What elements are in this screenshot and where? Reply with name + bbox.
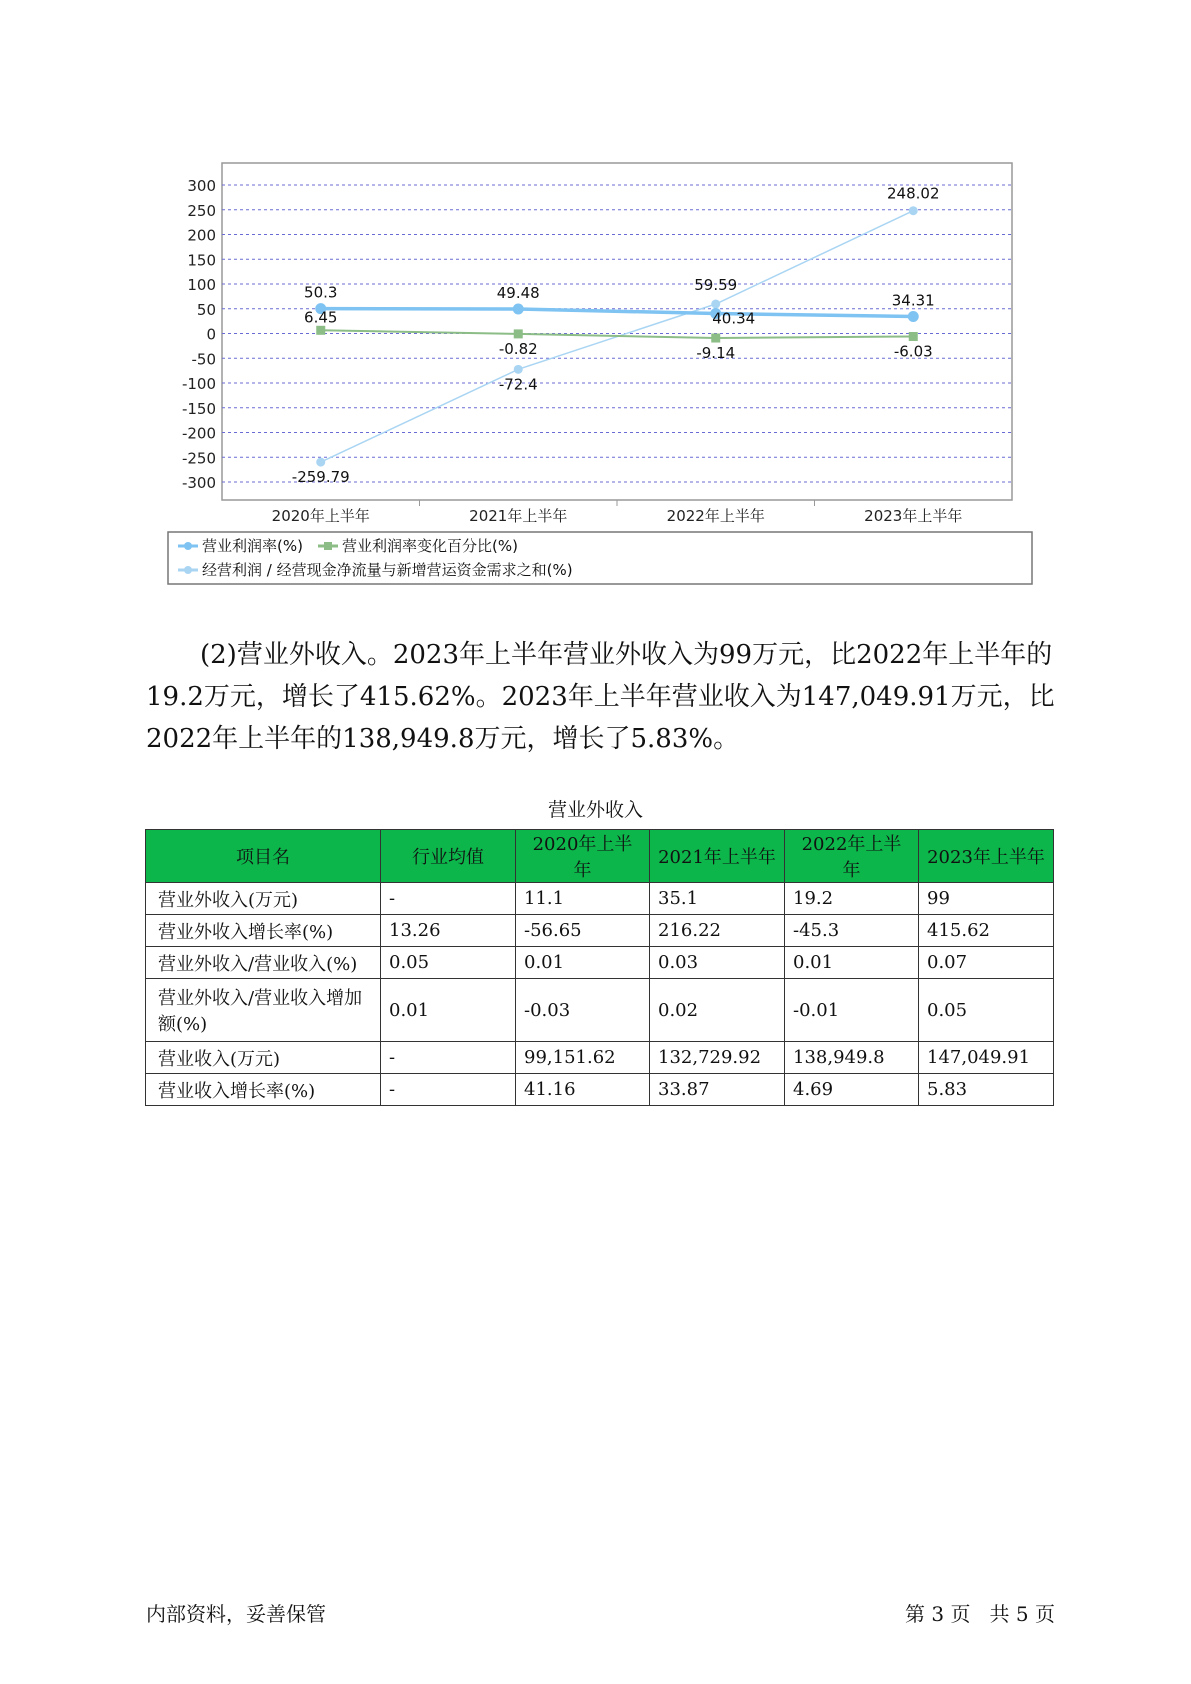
- table-cell: 0.01: [516, 947, 650, 979]
- table-row: [146, 947, 1054, 979]
- row-label: 营业收入增长率(%): [146, 1074, 381, 1106]
- table-cell: 0.05: [919, 979, 1054, 1042]
- table-row: [146, 883, 1054, 915]
- table-cell: 0.01: [785, 947, 919, 979]
- table-cell: -: [381, 883, 516, 915]
- data-label: -259.79: [291, 468, 350, 487]
- table-cell: 0.03: [650, 947, 785, 979]
- x-tick-label: 2023年上半年: [864, 507, 963, 525]
- table-cell: 0.01: [381, 979, 516, 1042]
- y-tick-label: -150: [181, 399, 216, 418]
- table-cell: 13.26: [381, 915, 516, 947]
- data-point: [908, 311, 919, 322]
- table-cell: 5.83: [919, 1074, 1054, 1106]
- table-cell: 216.22: [650, 915, 785, 947]
- table-cell: -0.01: [785, 979, 919, 1042]
- legend-label: 营业利润率(%): [202, 537, 303, 555]
- table-cell: 35.1: [650, 883, 785, 915]
- table-cell: 0.05: [381, 947, 516, 979]
- data-label: 6.45: [304, 308, 338, 327]
- y-tick-label: 300: [187, 177, 216, 195]
- y-tick-label: -300: [181, 474, 216, 492]
- body-paragraph: (2)营业外收入。2023年上半年营业外收入为99万元，比2022年上半年的19.2万元，增长了415.62%。2023年上半年营业收入为147,049.91万元，比2022年上半年的138,949.8万元，增长了5.83%。: [146, 640, 1055, 754]
- table-row: [146, 1074, 1054, 1106]
- data-label: 50.3: [304, 283, 338, 302]
- data-label: -72.4: [498, 375, 538, 394]
- x-tick-label: 2022年上半年: [666, 507, 765, 525]
- y-tick-label: 50: [196, 300, 216, 319]
- table-cell: -0.03: [516, 979, 650, 1042]
- row-label: 营业外收入(万元): [146, 883, 381, 915]
- table-row: [146, 1042, 1054, 1074]
- y-tick-label: -200: [181, 424, 216, 443]
- legend-swatch-marker: [324, 542, 332, 550]
- table-cell: 19.2: [785, 883, 919, 915]
- data-label: 248.02: [887, 184, 940, 203]
- table-cell: 415.62: [919, 915, 1054, 947]
- table-cell: 99: [919, 883, 1054, 915]
- data-label: 49.48: [496, 284, 540, 303]
- line-chart: [0, 0, 1191, 600]
- header-industry-average: 行业均值: [381, 830, 516, 883]
- data-point: [909, 206, 918, 215]
- table-row: [146, 915, 1054, 947]
- table-cell: 132,729.92: [650, 1042, 785, 1074]
- header-2021h1: 2021年上半年: [650, 830, 785, 883]
- table-cell: 138,949.8: [785, 1042, 919, 1074]
- header-2020h1: 2020年上半年: [516, 830, 650, 883]
- table-cell: -: [381, 1074, 516, 1106]
- y-tick-label: 200: [187, 226, 216, 245]
- footer-page-number: 第 3 页 共 5 页: [905, 1602, 1055, 1626]
- data-label: -0.82: [498, 339, 538, 358]
- y-tick-label: -250: [181, 449, 216, 468]
- data-label: -9.14: [696, 344, 736, 363]
- data-point: [514, 329, 523, 338]
- table-cell: 11.1: [516, 883, 650, 915]
- x-tick-label: 2020年上半年: [271, 507, 370, 525]
- table-cell: 147,049.91: [919, 1042, 1054, 1074]
- table-caption: 营业外收入: [547, 799, 643, 821]
- data-label: -6.03: [893, 342, 933, 361]
- footer-confidential-note: 内部资料，妥善保管: [146, 1602, 326, 1626]
- data-point: [514, 365, 523, 374]
- legend-label: 营业利润率变化百分比(%): [342, 537, 518, 555]
- data-label: 59.59: [694, 276, 738, 295]
- row-label: 营业外收入/营业收入增加额(%): [146, 979, 381, 1042]
- table-cell: 0.07: [919, 947, 1054, 979]
- data-point: [316, 458, 325, 467]
- chart-svg: [0, 0, 1191, 600]
- y-tick-label: 250: [187, 201, 216, 220]
- y-tick-label: 0: [206, 325, 216, 344]
- header-2022h1: 2022年上半年: [785, 830, 919, 883]
- table-cell: -56.65: [516, 915, 650, 947]
- header-2023h1: 2023年上半年: [919, 830, 1054, 883]
- table-row: [146, 979, 1054, 1042]
- row-label: 营业收入(万元): [146, 1042, 381, 1074]
- data-point: [711, 334, 720, 343]
- y-tick-label: -100: [181, 375, 216, 393]
- y-tick-label: -50: [191, 350, 216, 369]
- table-header-row: [146, 830, 1054, 883]
- table-cell: 4.69: [785, 1074, 919, 1106]
- data-point: [513, 304, 524, 315]
- row-label: 营业外收入增长率(%): [146, 915, 381, 947]
- legend-swatch-marker: [184, 542, 192, 550]
- table-cell: 41.16: [516, 1074, 650, 1106]
- row-label: 营业外收入/营业收入(%): [146, 947, 381, 979]
- table-cell: 0.02: [650, 979, 785, 1042]
- table-cell: 99,151.62: [516, 1042, 650, 1074]
- legend-swatch-marker: [184, 566, 192, 574]
- table-cell: -: [381, 1042, 516, 1074]
- y-tick-label: 100: [187, 276, 216, 294]
- table-cell: -45.3: [785, 915, 919, 947]
- income-table: [145, 829, 1054, 1106]
- x-tick-label: 2021年上半年: [469, 507, 568, 525]
- data-point: [316, 326, 325, 335]
- data-label: 34.31: [891, 291, 935, 310]
- header-item-name: 项目名: [146, 830, 381, 883]
- data-label: 40.34: [712, 309, 756, 328]
- data-point: [909, 332, 918, 341]
- data-point: [711, 300, 720, 309]
- table-cell: 33.87: [650, 1074, 785, 1106]
- legend-label: 经营利润 / 经营现金净流量与新增营运资金需求之和(%): [202, 561, 573, 579]
- y-tick-label: 150: [187, 251, 216, 270]
